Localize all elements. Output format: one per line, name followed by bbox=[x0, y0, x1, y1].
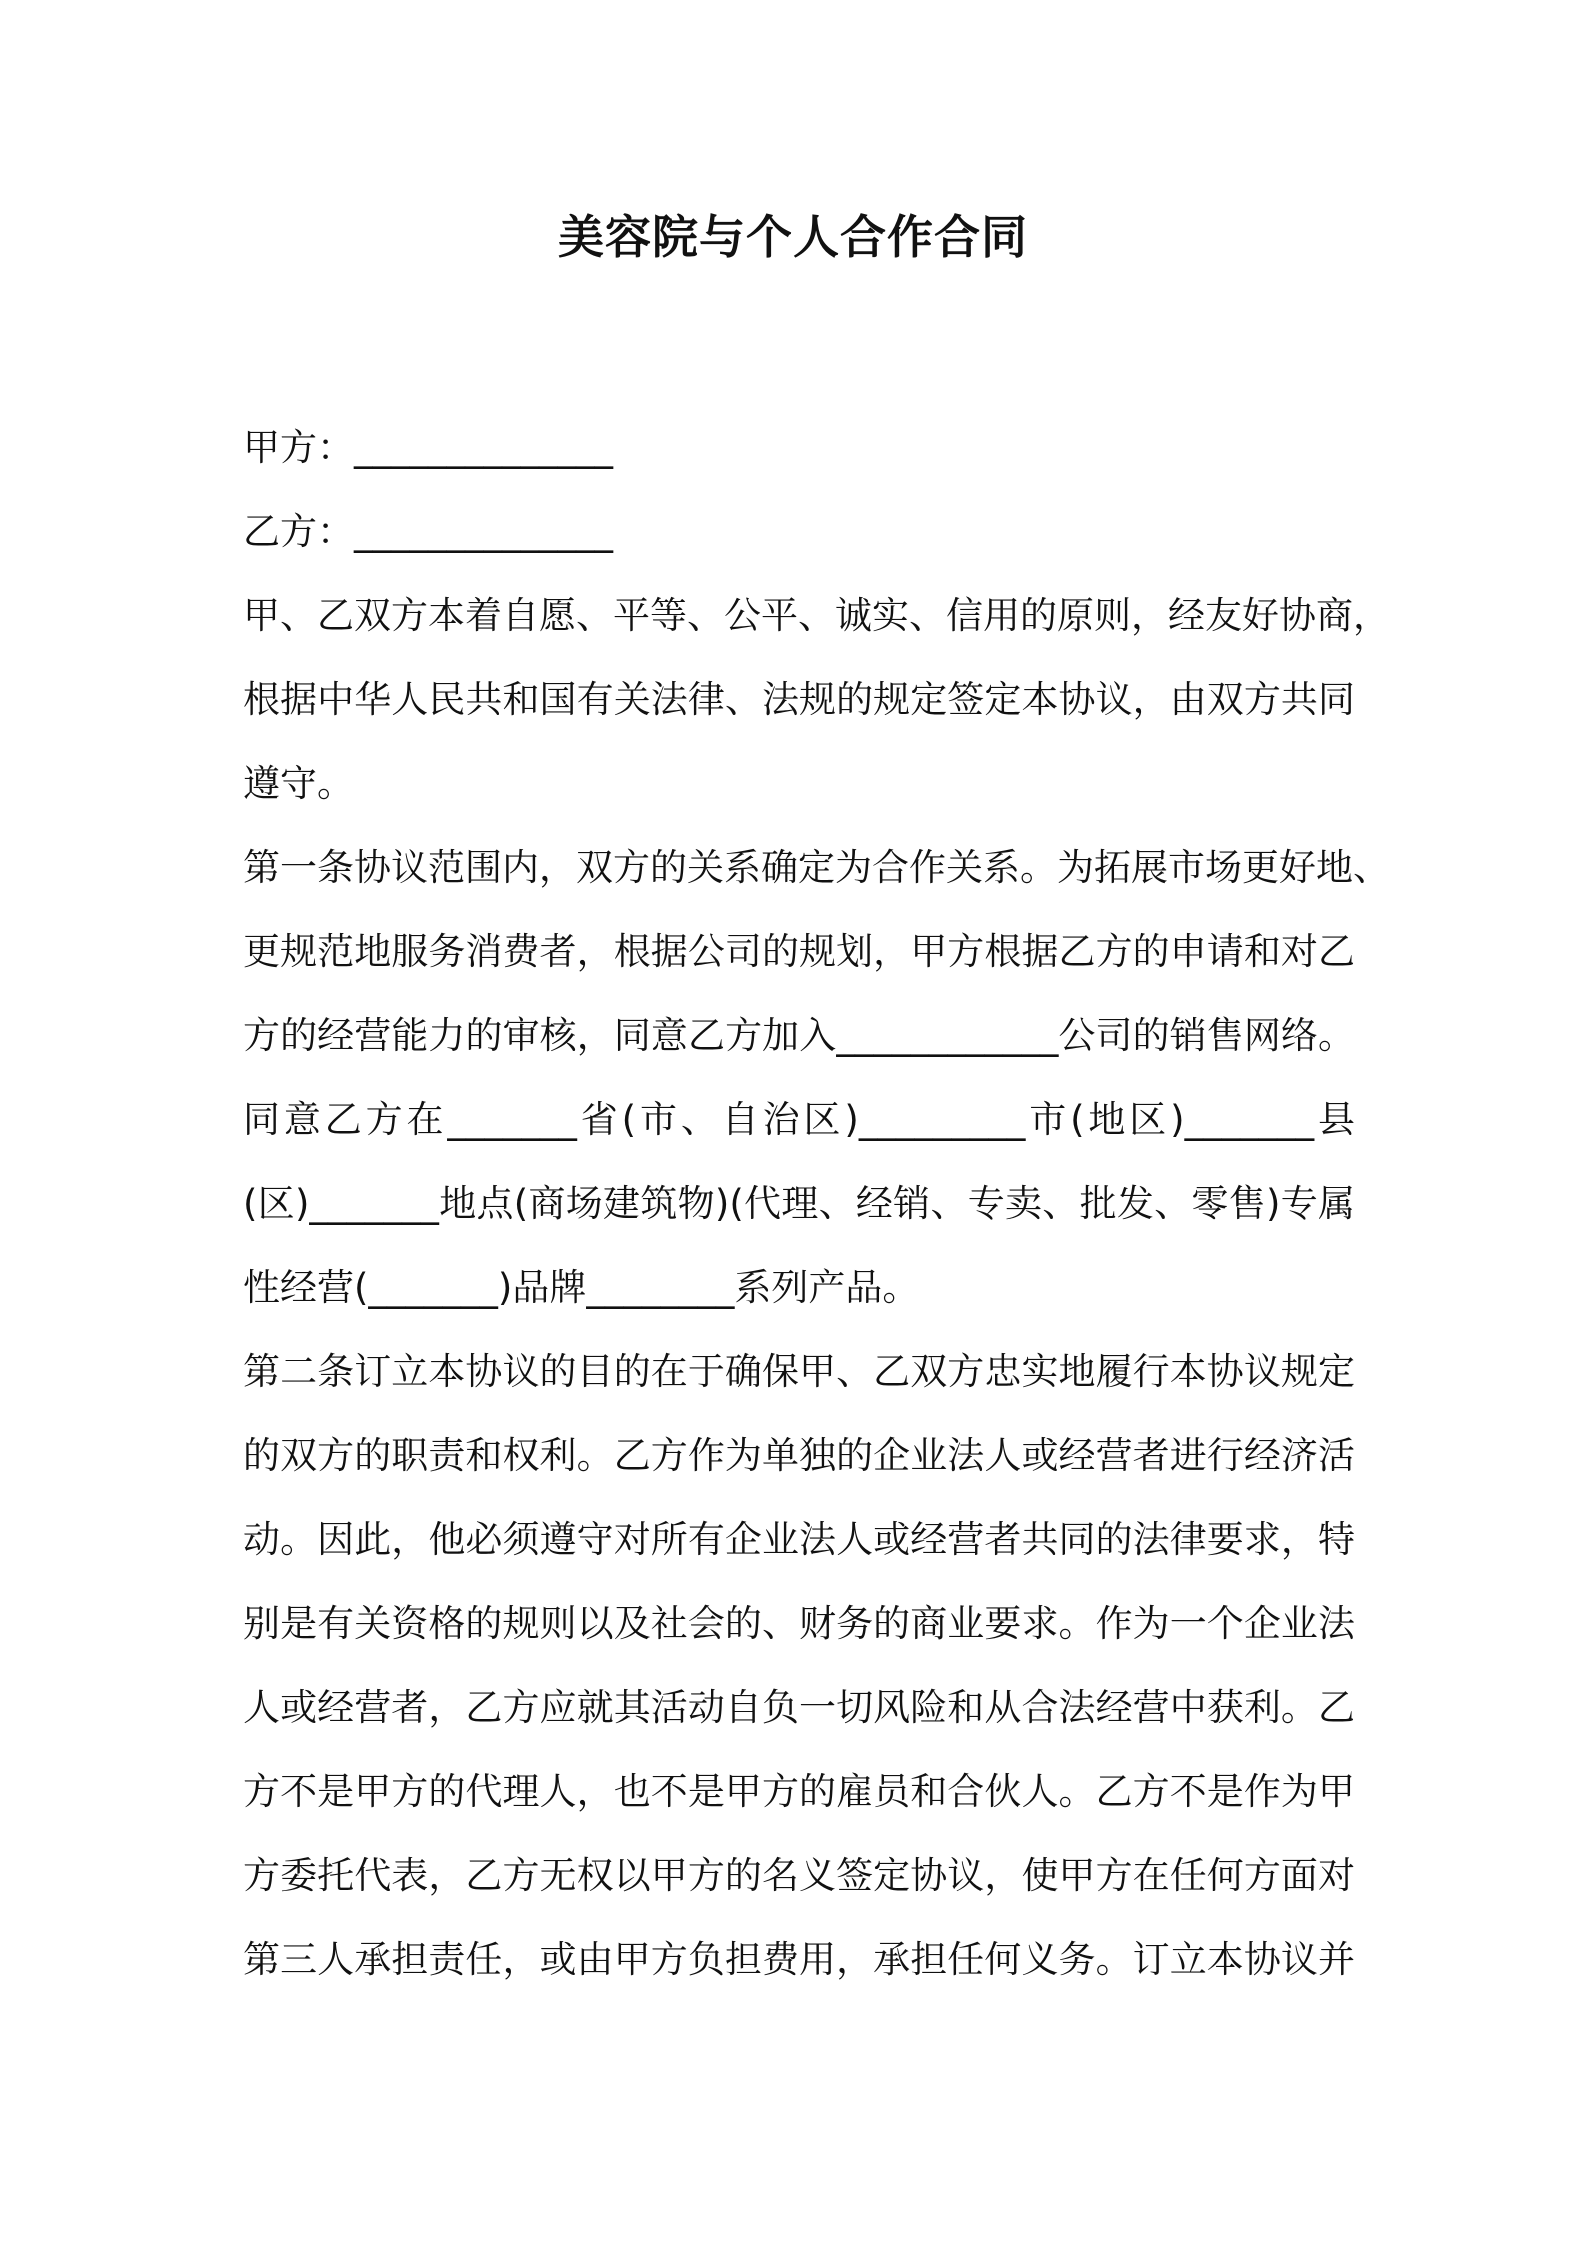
article-2-line: 动。因此，他必须遵守对所有企业法人或经营者共同的法律要求，特 bbox=[243, 1518, 1355, 1561]
article-2-line: 方委托代表，乙方无权以甲方的名义签定协议，使甲方在任何方面对 bbox=[243, 1854, 1355, 1897]
article-1-line: 第一条协议范围内，双方的关系确定为合作关系。为拓展市场更好地、 bbox=[243, 846, 1390, 889]
document-title: 美容院与个人合作合同 bbox=[558, 210, 1028, 264]
article-1-line: 性经营(_______)品牌________系列产品。 bbox=[243, 1266, 920, 1309]
document-body bbox=[243, 406, 1390, 2002]
article-2-line: 人或经营者，乙方应就其活动自负一切风险和从合法经营中获利。乙 bbox=[243, 1686, 1355, 1729]
preamble-line: 甲、乙双方本着自愿、平等、公平、诚实、信用的原则，经友好协商， bbox=[243, 594, 1390, 637]
preamble-line: 根据中华人民共和国有关法律、法规的规定签定本协议，由双方共同 bbox=[243, 678, 1355, 721]
party-b-line: 乙方：______________ bbox=[243, 510, 613, 553]
article-1-line: 方的经营能力的审核，同意乙方加入____________公司的销售网络。 bbox=[243, 1014, 1355, 1057]
article-2-line: 的双方的职责和权利。乙方作为单独的企业法人或经营者进行经济活 bbox=[243, 1434, 1355, 1477]
preamble-line: 遵守。 bbox=[243, 762, 354, 805]
article-1-line: 同意乙方在_______省(市、自治区)_________市(地区)_______县 bbox=[243, 1098, 1355, 1141]
article-2-line: 方不是甲方的代理人，也不是甲方的雇员和合伙人。乙方不是作为甲 bbox=[243, 1770, 1355, 1813]
article-2-line: 别是有关资格的规则以及社会的、财务的商业要求。作为一个企业法 bbox=[243, 1602, 1355, 1645]
article-2-line: 第二条订立本协议的目的在于确保甲、乙双方忠实地履行本协议规定 bbox=[243, 1350, 1355, 1393]
party-a-line: 甲方：______________ bbox=[243, 426, 613, 469]
article-1-line: 更规范地服务消费者，根据公司的规划，甲方根据乙方的申请和对乙 bbox=[243, 930, 1355, 973]
article-1-line: (区)_______地点(商场建筑物)(代理、经销、专卖、批发、零售)专属 bbox=[243, 1182, 1355, 1225]
article-2-line: 第三人承担责任，或由甲方负担费用，承担任何义务。订立本协议并 bbox=[243, 1938, 1355, 1981]
